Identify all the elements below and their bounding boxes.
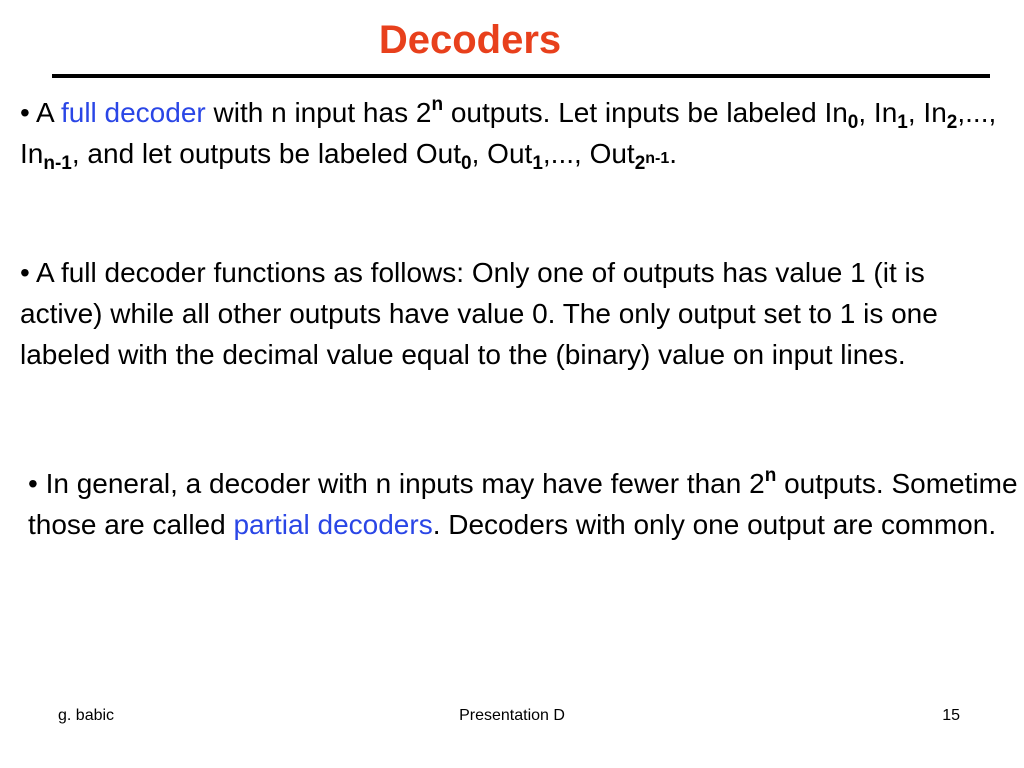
slide-title: Decoders bbox=[378, 18, 562, 62]
term-full-decoder: full decoder bbox=[60, 97, 206, 128]
bullet-partial-decoders bbox=[28, 463, 1018, 545]
bullet-marker: • bbox=[20, 97, 37, 128]
superscript-n: n bbox=[431, 94, 444, 115]
text-segment: . Decoders with only one output are common. bbox=[432, 509, 997, 540]
title-divider bbox=[52, 74, 990, 78]
subscript-1: 1 bbox=[897, 112, 908, 133]
footer-page-number: 15 bbox=[942, 707, 960, 724]
superscript-n: n bbox=[764, 465, 777, 486]
out-subscript-0: 0 bbox=[461, 153, 472, 174]
text-segment: ,..., Out bbox=[542, 138, 635, 169]
text-segment: outputs. Let inputs be labeled In bbox=[443, 97, 848, 128]
out-subscript-2: 2 bbox=[634, 153, 646, 174]
text-segment: • In general, a decoder with n inputs may have fewer than 2 bbox=[28, 468, 765, 499]
subscript-0: 0 bbox=[847, 112, 859, 133]
footer-presentation-title: Presentation D bbox=[459, 707, 565, 724]
text-segment: , and let outputs be labeled Out bbox=[71, 138, 462, 169]
footer-author: g. babic bbox=[58, 707, 115, 724]
bullet-full-decoder bbox=[20, 92, 1010, 179]
subscript-2: 2 bbox=[946, 112, 958, 133]
text-segment: . bbox=[669, 138, 678, 169]
text-segment: outputs. Sometime those are called bbox=[28, 468, 1018, 540]
text-segment: , In bbox=[907, 97, 947, 128]
term-partial-decoders: partial decoders bbox=[233, 509, 433, 540]
text-segment: A bbox=[36, 97, 61, 128]
text-segment: , In bbox=[858, 97, 898, 128]
out-subscript-n-minus-1: n-1 bbox=[645, 150, 670, 167]
text-segment: , Out bbox=[471, 138, 533, 169]
out-subscript-1: 1 bbox=[532, 153, 543, 174]
bullet-decoder-function: • A full decoder functions as follows: Only one of outputs has value 1 (it is active) while all other outputs have value 0. The only output set to 1 is one labeled with the decimal value equal to the (binary) value on input lines. bbox=[20, 257, 938, 370]
subscript-n-minus-1: n-1 bbox=[43, 153, 72, 174]
text-segment: ,..., In bbox=[20, 97, 997, 169]
text-segment: with n input has 2 bbox=[205, 97, 432, 128]
